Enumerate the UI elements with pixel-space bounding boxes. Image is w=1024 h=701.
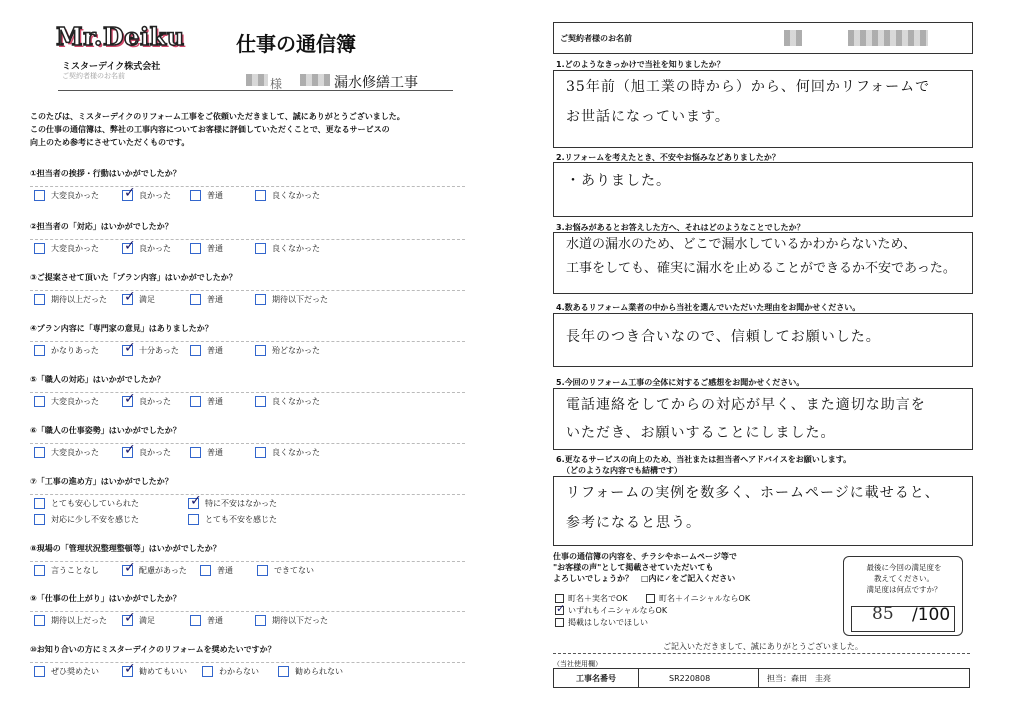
satisfaction-line-3: 満足度は何点ですか？ <box>866 585 942 594</box>
option[interactable] <box>34 243 99 254</box>
redacted-town <box>300 74 330 86</box>
option[interactable] <box>255 243 320 254</box>
question-10 <box>30 644 465 676</box>
right-q2-title: 2.リフォームを考えたとき、不安やお悩みなどありましたか？ <box>556 153 780 162</box>
checkbox[interactable] <box>34 294 45 305</box>
option-label: 十分あった <box>139 346 179 355</box>
option-label: 良くなかった <box>272 448 320 457</box>
checkbox[interactable] <box>278 666 289 677</box>
option-label: 普通 <box>217 566 233 575</box>
option-label: 期待以上だった <box>51 295 107 304</box>
office-use-label: （当社使用欄） <box>553 660 602 668</box>
checkbox-checked[interactable] <box>555 606 564 615</box>
option-label: 普通 <box>207 397 223 406</box>
question-title: ②担当者の「対応」はいかがでしたか？ <box>30 222 173 231</box>
option-label: 配慮があった <box>139 566 187 575</box>
option[interactable] <box>122 294 155 305</box>
checkbox-checked[interactable] <box>188 498 199 509</box>
customer-name-label: ご契約者様のお名前 <box>62 72 125 80</box>
option-label: できてない <box>274 566 314 575</box>
question-4 <box>30 323 465 355</box>
checkbox[interactable] <box>255 243 266 254</box>
option-label: 大変良かった <box>51 397 99 406</box>
right-q6-answer-1: リフォームの実例を数多く、ホームページに載せると、 <box>566 485 940 501</box>
question-options <box>30 186 465 200</box>
right-q4-title: 4.数あるリフォーム業者の中から当社を選んでいただいた理由をお聞かせください。 <box>556 303 861 312</box>
option-label: 大変良かった <box>51 448 99 457</box>
checkbox[interactable] <box>555 618 564 627</box>
right-q3-title: 3.お悩みがあるとお答えした方へ、それはどのようなことでしたか？ <box>556 223 805 232</box>
option[interactable] <box>122 396 171 407</box>
question-1 <box>30 168 465 200</box>
option[interactable] <box>255 447 320 458</box>
right-q5-answer-2: いただき、お願いすることにしました。 <box>566 425 836 441</box>
right-q5-title: 5.今回のリフォーム工事の全体に対するご感想をお聞かせください。 <box>556 378 805 387</box>
option[interactable] <box>34 396 99 407</box>
question-options <box>30 392 465 406</box>
right-q6-answer-2: 参考になると思う。 <box>566 515 701 531</box>
question-options <box>30 443 465 457</box>
score-max: /100 <box>912 605 951 625</box>
checkbox[interactable] <box>190 243 201 254</box>
consent-option-1[interactable] <box>555 593 628 604</box>
question-7 <box>30 476 465 528</box>
option[interactable] <box>122 565 187 576</box>
checkbox-checked[interactable] <box>122 294 133 305</box>
question-6 <box>30 425 465 457</box>
question-5 <box>30 374 465 406</box>
work-no-label: 工事名番号 <box>554 669 639 687</box>
option[interactable] <box>255 190 320 201</box>
checkbox[interactable] <box>255 294 266 305</box>
option-label: 良かった <box>139 191 171 200</box>
checkbox[interactable] <box>255 396 266 407</box>
checkbox-checked[interactable] <box>122 396 133 407</box>
consent-option-3[interactable] <box>555 605 667 616</box>
question-options <box>30 494 465 528</box>
option-label: 勧められない <box>295 667 343 676</box>
option-label: 普通 <box>207 244 223 253</box>
option-label: 良くなかった <box>272 397 320 406</box>
option-label: とても不安を感じた <box>205 515 277 524</box>
option-label: 町名＋イニシャルならOK <box>659 594 751 603</box>
document-title: 仕事の通信簿 <box>236 32 356 56</box>
checkbox[interactable] <box>255 615 266 626</box>
option-label: 普通 <box>207 191 223 200</box>
checkbox[interactable] <box>190 345 201 356</box>
checkbox[interactable] <box>202 666 213 677</box>
option-label: 町名＋実名でOK <box>568 594 628 603</box>
customer-underline <box>58 90 453 91</box>
checkbox[interactable] <box>190 294 201 305</box>
option[interactable] <box>34 666 99 677</box>
company-name: ミスターデイク株式会社 <box>62 62 161 72</box>
option[interactable] <box>122 243 171 254</box>
option[interactable] <box>188 498 277 509</box>
question-title: ⑨「仕事の仕上がり」はいかがでしたか？ <box>30 594 181 603</box>
option[interactable] <box>190 447 223 458</box>
right-q1-answer-2: お世話になっています。 <box>566 109 730 125</box>
checkbox[interactable] <box>646 594 655 603</box>
right-q5-answer-1: 電話連絡をしてからの対応が早く、また適切な助言を <box>566 397 926 413</box>
option-label: 満足 <box>139 616 155 625</box>
checkbox-checked[interactable] <box>122 243 133 254</box>
question-title: ⑩お知り合いの方にミスターデイクのリフォームを奨めたいですか？ <box>30 645 276 654</box>
option[interactable] <box>202 666 259 677</box>
option-label: わからない <box>219 667 259 676</box>
checkbox[interactable] <box>34 447 45 458</box>
checkbox[interactable] <box>34 565 45 576</box>
intro-line-3: 向上のため参考にさせていただくものです。 <box>30 138 190 147</box>
question-options <box>30 561 465 575</box>
question-title: ⑤「職人の対応」はいかがでしたか？ <box>30 375 165 384</box>
option[interactable] <box>122 447 171 458</box>
option[interactable] <box>34 294 107 305</box>
question-title: ③ご提案させて頂いた「プラン内容」はいかがでしたか？ <box>30 273 237 282</box>
right-q4-answer-1: 長年のつき合いなので、信頼してお願いした。 <box>566 329 881 345</box>
option-label: 満足 <box>139 295 155 304</box>
option[interactable] <box>190 345 223 356</box>
option[interactable] <box>122 666 187 677</box>
option[interactable] <box>34 615 107 626</box>
question-title: ④プラン内容に「専門家の意見」はありましたか？ <box>30 324 213 333</box>
option[interactable] <box>34 565 99 576</box>
satisfaction-line-1: 最後に今回の満足度を <box>866 563 942 572</box>
option[interactable] <box>255 396 320 407</box>
checkbox[interactable] <box>34 243 45 254</box>
option-label: 対応に少し不安を感じた <box>51 515 139 524</box>
option[interactable] <box>255 615 328 626</box>
option-label: 言うことなし <box>51 566 99 575</box>
option[interactable] <box>188 514 277 525</box>
satisfaction-text <box>850 562 958 595</box>
option[interactable] <box>34 345 99 356</box>
option-label: いずれもイニシャルならOK <box>568 606 668 615</box>
checkbox[interactable] <box>34 615 45 626</box>
option-label: 大変良かった <box>51 191 99 200</box>
option[interactable] <box>34 514 139 525</box>
consent-option-2[interactable] <box>646 593 750 604</box>
checkbox[interactable] <box>188 514 199 525</box>
checkbox[interactable] <box>190 190 201 201</box>
checkbox[interactable] <box>255 447 266 458</box>
question-title: ①担当者の挨拶・行動はいかがでしたか？ <box>30 169 181 178</box>
option[interactable] <box>34 498 139 509</box>
checkbox-checked[interactable] <box>122 565 133 576</box>
option-label: 普通 <box>207 346 223 355</box>
option-label: 期待以下だった <box>272 295 328 304</box>
option[interactable] <box>278 666 343 677</box>
option[interactable] <box>190 396 223 407</box>
checkbox[interactable] <box>200 565 211 576</box>
checkbox[interactable] <box>190 447 201 458</box>
question-options <box>30 290 465 304</box>
question-2 <box>30 221 465 253</box>
checkbox[interactable] <box>34 666 45 677</box>
work-type: 漏水修繕工事 <box>334 75 418 91</box>
question-options <box>30 662 465 676</box>
checkbox[interactable] <box>34 498 45 509</box>
consent-line-2: "お客様の声"として掲載させていただいても <box>553 563 714 572</box>
checkbox-checked[interactable] <box>122 345 133 356</box>
right-q1-answer-1: 35年前（旭工業の時から）から、何回かリフォームで <box>566 79 931 95</box>
option[interactable] <box>255 294 328 305</box>
company-logo: Mr.Deiku <box>56 22 185 51</box>
intro-text <box>30 110 460 149</box>
question-options <box>30 611 465 625</box>
checkbox[interactable] <box>255 190 266 201</box>
right-q2-answer-1: ・ありました。 <box>566 173 671 189</box>
option-label: 期待以上だった <box>51 616 107 625</box>
option[interactable] <box>34 190 99 201</box>
consent-option-4[interactable] <box>555 617 648 628</box>
question-title: ⑦「工事の進め方」はいかがでしたか？ <box>30 477 173 486</box>
question-options <box>30 341 465 355</box>
staff-name: 担当：森田 圭亮 <box>767 673 831 683</box>
option-label: 大変良かった <box>51 244 99 253</box>
option-label: 良かった <box>139 448 171 457</box>
consent-line-1: 仕事の通信簿の内容を、チラシやホームページ等で <box>553 552 737 561</box>
satisfaction-line-2: 教えてください。 <box>874 574 934 583</box>
divider <box>553 653 970 654</box>
right-q6-subtitle: （どのような内容でも結構です） <box>562 466 682 475</box>
option[interactable] <box>34 447 99 458</box>
option-label: 特に不安はなかった <box>205 499 277 508</box>
checkbox[interactable] <box>257 565 268 576</box>
option[interactable] <box>190 294 223 305</box>
checkbox-checked[interactable] <box>122 666 133 677</box>
redacted-given-name <box>848 30 928 46</box>
option[interactable] <box>122 190 171 201</box>
option[interactable] <box>122 345 179 356</box>
right-q3-answer-2: 工事をしても、確実に漏水を止めることができるか不安であった。 <box>566 261 956 276</box>
option-label: 良かった <box>139 397 171 406</box>
option[interactable] <box>200 565 233 576</box>
option-label: 普通 <box>207 295 223 304</box>
right-q6-title: 6.更なるサービスの向上のため、当社または担当者へアドバイスをお願いします。 <box>556 455 852 464</box>
intro-line-1: このたびは、ミスターデイクのリフォーム工事をご依頼いただきまして、誠にありがとうございました。 <box>30 112 405 121</box>
work-no-value: SR220808 <box>639 669 759 687</box>
score-value: 85 <box>872 604 894 624</box>
redacted-surname <box>784 30 802 46</box>
checkbox[interactable] <box>190 396 201 407</box>
option-label: ぜひ奨めたい <box>51 667 99 676</box>
question-9 <box>30 593 465 625</box>
checkbox-checked[interactable] <box>122 190 133 201</box>
question-3 <box>30 272 465 304</box>
option-label: 良くなかった <box>272 191 320 200</box>
right-q1-title: 1.どのようなきっかけで当社を知りましたか？ <box>556 60 725 69</box>
option[interactable] <box>190 243 223 254</box>
intro-line-2: この仕事の通信簿は、弊社の工事内容についてお客様に評価していただくことで、更なるサービスの <box>30 125 390 134</box>
option-label: 期待以下だった <box>272 616 328 625</box>
checkbox-checked[interactable] <box>122 447 133 458</box>
checkbox[interactable] <box>255 345 266 356</box>
right-q3-answer-1: 水道の漏水のため、どこで漏水しているかわからないため、 <box>566 237 916 252</box>
option-label: 勧めてもいい <box>139 667 187 676</box>
checkbox[interactable] <box>34 514 45 525</box>
question-options <box>30 239 465 253</box>
checkbox[interactable] <box>34 190 45 201</box>
option-label: 掲載はしないでほしい <box>568 618 648 627</box>
checkbox[interactable] <box>190 615 201 626</box>
checkbox[interactable] <box>34 396 45 407</box>
consent-line-3: よろしいでしょうか？ □内に✓をご記入ください <box>553 574 736 583</box>
option-label: 良かった <box>139 244 171 253</box>
option[interactable] <box>122 615 155 626</box>
option-label: 良くなかった <box>272 244 320 253</box>
option-label: かなりあった <box>51 346 99 355</box>
checkbox[interactable] <box>34 345 45 356</box>
option-label: 普通 <box>207 448 223 457</box>
question-title: ⑥「職人の仕事姿勢」はいかがでしたか？ <box>30 426 181 435</box>
question-8 <box>30 543 465 575</box>
right-customer-label: ご契約者様のお名前 <box>560 34 632 43</box>
option[interactable] <box>190 615 223 626</box>
option-label: とても安心していられた <box>51 499 139 508</box>
checkbox-checked[interactable] <box>122 615 133 626</box>
redacted-name <box>246 74 268 86</box>
option[interactable] <box>190 190 223 201</box>
office-use-table <box>553 668 970 688</box>
option[interactable] <box>257 565 314 576</box>
option[interactable] <box>255 345 320 356</box>
thanks-message: ご記入いただきまして、誠にありがとうございました。 <box>663 642 863 651</box>
question-title: ⑧現場の「管理状況整理整頓等」はいかがでしたか？ <box>30 544 221 553</box>
option-label: 殆どなかった <box>272 346 320 355</box>
customer-honorific: 様 <box>270 77 283 91</box>
option-label: 普通 <box>207 616 223 625</box>
